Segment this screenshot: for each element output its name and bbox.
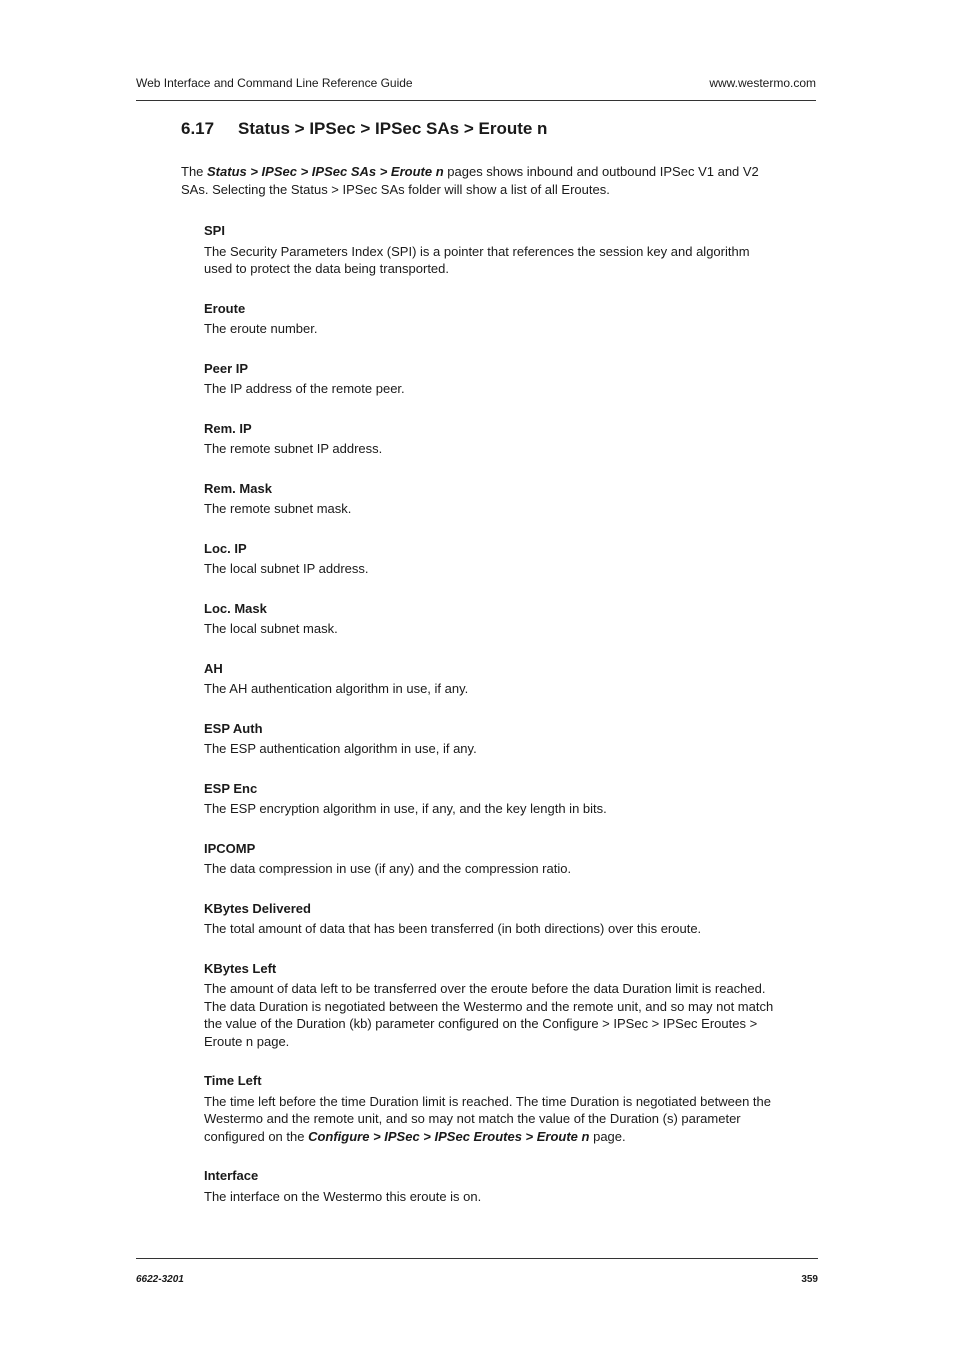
footer-page-number: 359 bbox=[801, 1274, 818, 1285]
section-heading: Status > IPSec > IPSec SAs > Eroute n bbox=[238, 119, 548, 138]
section-title bbox=[181, 119, 547, 139]
field-description bbox=[204, 500, 779, 518]
field-description-text: The IP address of the remote peer. bbox=[204, 381, 405, 396]
footer-divider bbox=[136, 1258, 818, 1259]
field-label: IPCOMP bbox=[204, 840, 256, 856]
field-description-text: The ESP authentication algorithm in use, if any. bbox=[204, 741, 477, 756]
field-description-text: The remote subnet IP address. bbox=[204, 441, 383, 456]
section-number: 6.17 bbox=[181, 119, 215, 138]
intro-menu-path: Status > IPSec > IPSec SAs > Eroute n bbox=[207, 164, 444, 179]
field-description-text: The Security Parameters Index (SPI) is a pointer that references the session key and algorithm used to protect the data being transported. bbox=[204, 243, 750, 276]
field-label: KBytes Left bbox=[204, 960, 277, 976]
field-description-text: The eroute number. bbox=[204, 321, 318, 336]
intro-text-end: pages shows inbound and outbound IPSec V1 and V2 SAs. Selecting the Status > IPSec SAs folder will show a list of all Eroutes. bbox=[181, 164, 759, 197]
field-description bbox=[204, 980, 779, 1050]
field-description bbox=[204, 920, 779, 938]
intro-paragraph bbox=[181, 163, 781, 198]
field-definition bbox=[204, 960, 779, 1051]
field-label: Loc. Mask bbox=[204, 600, 267, 616]
field-label: Time Left bbox=[204, 1073, 262, 1088]
field-label: Interface bbox=[204, 1168, 259, 1183]
field-description-text: The local subnet mask. bbox=[204, 621, 338, 636]
field-definition bbox=[204, 420, 779, 458]
page-header bbox=[136, 76, 816, 101]
field-definition bbox=[204, 660, 779, 698]
field-definition bbox=[204, 840, 779, 878]
field-description bbox=[204, 560, 779, 578]
field-definitions bbox=[204, 222, 779, 1227]
field-description-menu-path: Configure > IPSec > IPSec Eroutes > Eroute n bbox=[308, 1128, 590, 1144]
field-definition bbox=[204, 900, 779, 938]
field-description bbox=[204, 800, 779, 818]
field-description bbox=[204, 440, 779, 458]
field-description-text: The time left before the time Duration limit is reached. The time Duration is negotiated between the Westermo and the remote unit, and so may not match the value of the Duration (s) parameter configured on the bbox=[204, 1093, 771, 1144]
field-description bbox=[204, 1188, 779, 1206]
field-label: ESP Enc bbox=[204, 780, 258, 796]
footer-doc-number: 6622-3201 bbox=[136, 1274, 184, 1285]
field-description-text: The local subnet IP address. bbox=[204, 561, 369, 576]
field-description bbox=[204, 243, 779, 278]
field-definition bbox=[204, 300, 779, 338]
field-description bbox=[204, 740, 779, 758]
field-description-text: The amount of data left to be transferred over the eroute before the data Duration limit is reached. The data Duration is negotiated between the Westermo and the remote unit, and so may not match the value of the Duration (kb) parameter configured on the Configure > IPSec > IPSec Eroutes > Eroute n page. bbox=[204, 981, 774, 1049]
field-label: Rem. IP bbox=[204, 420, 252, 436]
field-description bbox=[204, 620, 779, 638]
field-description-text-end: page. bbox=[589, 1128, 626, 1144]
field-definition bbox=[204, 222, 779, 278]
field-definition bbox=[204, 480, 779, 518]
field-definition bbox=[204, 720, 779, 758]
header-guide-title: Web Interface and Command Line Reference Guide bbox=[136, 76, 413, 90]
field-label: Rem. Mask bbox=[204, 480, 272, 496]
field-definition bbox=[204, 1072, 779, 1145]
field-description bbox=[204, 380, 779, 398]
field-description-text: The remote subnet mask. bbox=[204, 501, 352, 516]
field-label: Eroute bbox=[204, 300, 246, 316]
field-label: ESP Auth bbox=[204, 720, 263, 736]
field-description-text: The AH authentication algorithm in use, if any. bbox=[204, 681, 469, 696]
field-description-text: The interface on the Westermo this eroute is on. bbox=[204, 1188, 482, 1204]
field-label: SPI bbox=[204, 223, 225, 238]
intro-text-start: The bbox=[181, 164, 208, 179]
field-description-text: The ESP encryption algorithm in use, if any, and the key length in bits. bbox=[204, 801, 607, 816]
field-description bbox=[204, 860, 779, 878]
field-definition bbox=[204, 600, 779, 638]
field-label: AH bbox=[204, 660, 223, 676]
field-description-text: The total amount of data that has been transferred (in both directions) over this eroute. bbox=[204, 921, 702, 936]
field-description-text: The data compression in use (if any) and the compression ratio. bbox=[204, 861, 572, 876]
field-label: Peer IP bbox=[204, 360, 249, 376]
field-definition bbox=[204, 1167, 779, 1205]
field-label: KBytes Delivered bbox=[204, 900, 311, 916]
field-definition bbox=[204, 780, 779, 818]
field-description bbox=[204, 1093, 779, 1146]
header-website: www.westermo.com bbox=[709, 76, 816, 90]
field-description bbox=[204, 320, 779, 338]
field-description bbox=[204, 680, 779, 698]
field-definition bbox=[204, 360, 779, 398]
field-label: Loc. IP bbox=[204, 540, 247, 556]
field-definition bbox=[204, 540, 779, 578]
